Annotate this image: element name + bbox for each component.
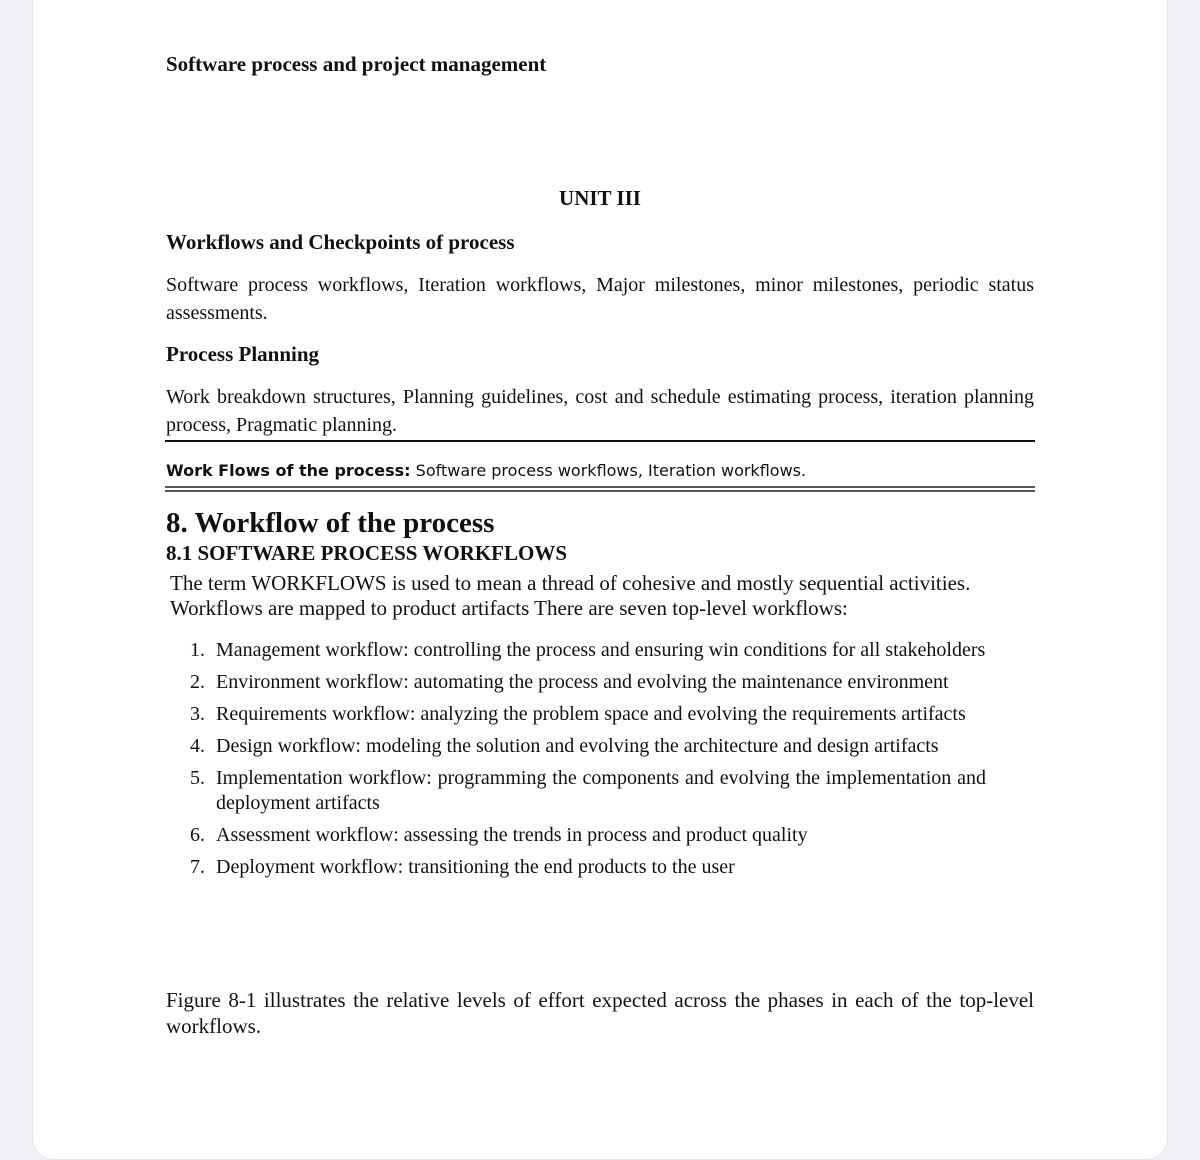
work-flows-label: Work Flows of the process:	[166, 461, 411, 480]
unit-title: UNIT III	[559, 186, 641, 210]
list-item-number: 2.	[190, 671, 205, 693]
list-item-text: Environment workflow: automating the process and evolving the maintenance environment	[216, 671, 949, 693]
section-heading-workflows-checkpoints: Workflows and Checkpoints of process	[166, 230, 515, 254]
list-item	[190, 734, 986, 759]
figure-note: Figure 8-1 illustrates the relative levels of effort expected across the phases in each of the top-level workflows.	[166, 988, 1034, 1038]
list-item-text: Design workflow: modeling the solution and evolving the architecture and design artifacts	[216, 735, 939, 757]
list-item-text: Deployment workflow: transitioning the end products to the user	[216, 856, 735, 878]
section-text-workflows-checkpoints: Software process workflows, Iteration workflows, Major milestones, minor milestones, periodic status assessments.	[166, 274, 1034, 324]
chapter-subheading: 8.1 SOFTWARE PROCESS WORKFLOWS	[166, 541, 568, 565]
list-item	[190, 670, 986, 695]
list-item-number: 1.	[190, 639, 205, 661]
work-flows-line	[166, 461, 806, 480]
list-item-number: 4.	[190, 735, 205, 757]
chapter-intro: The term WORKFLOWS is used to mean a thread of cohesive and mostly sequential activities. Workflows are mapped to product artifacts There are seven top-level workflows:	[170, 571, 971, 620]
list-item-number: 5.	[190, 767, 205, 789]
chapter-heading: 8. Workflow of the process	[166, 507, 495, 539]
list-item-text: Requirements workflow: analyzing the problem space and evolving the requirements artifacts	[216, 703, 966, 725]
list-item-text: Management workflow: controlling the process and ensuring win conditions for all stakeholders	[216, 639, 986, 661]
section-text-process-planning: Work breakdown structures, Planning guidelines, cost and schedule estimating process, iteration planning process, Pragmatic planning.	[166, 386, 1034, 436]
double-divider-rule	[165, 486, 1035, 492]
work-flows-text: Software process workflows, Iteration workflows.	[415, 461, 807, 480]
divider-rule	[165, 440, 1035, 442]
document-title: Software process and project management	[166, 52, 547, 76]
list-item	[190, 766, 986, 816]
section-heading-process-planning: Process Planning	[166, 342, 320, 366]
list-item-number: 3.	[190, 703, 205, 725]
list-item	[190, 855, 986, 880]
list-item	[190, 638, 986, 663]
list-item-number: 7.	[190, 856, 205, 878]
workflow-list	[190, 638, 986, 887]
list-item	[190, 702, 986, 727]
list-item-text: Implementation workflow: programming the components and evolving the implementation and deployment artifacts	[216, 767, 986, 814]
list-item-number: 6.	[190, 824, 205, 846]
list-item	[190, 823, 986, 848]
list-item-text: Assessment workflow: assessing the trends in process and product quality	[216, 824, 808, 846]
